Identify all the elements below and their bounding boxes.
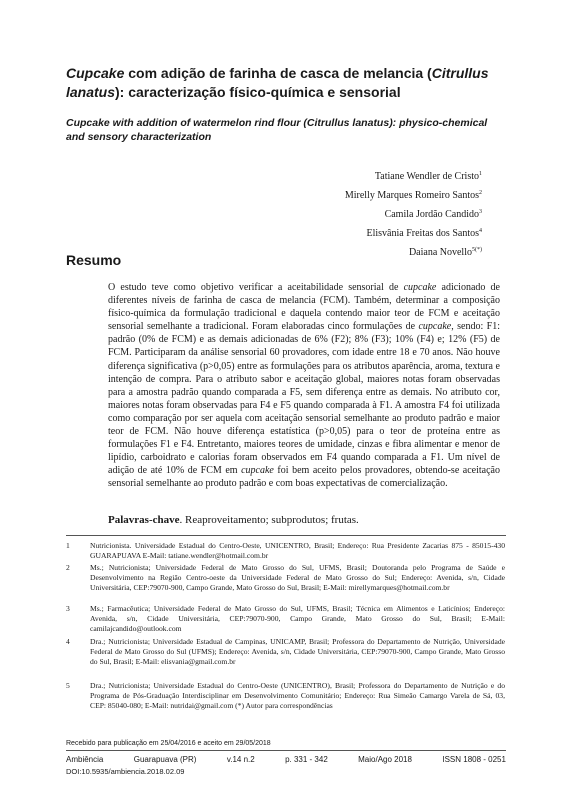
author: Mirelly Marques Romeiro Santos$^2$ xyxy=(344,190,482,201)
journal-name: Ambiência xyxy=(66,755,104,764)
received-date: Recebido para publicação em 25/04/2016 e aceito em 29/05/2018 xyxy=(66,740,271,747)
title-tail: ): caracterização físico-química e sensorial xyxy=(115,84,401,100)
doi: DOI:10.5935/ambiencia.2018.02.09 xyxy=(66,767,185,776)
journal-info xyxy=(66,755,506,764)
journal-volume: v.14 n.2 xyxy=(226,755,255,764)
article-title-pt xyxy=(66,64,506,102)
keywords-label: Palavras-chave xyxy=(108,514,180,526)
article-title-en: Cupcake with addition of watermelon rind flour (Citrullus lanatus): physico-chemical and sensory characterization xyxy=(66,117,488,143)
author: Elisvânia Freitas dos Santos$^4$ xyxy=(366,228,482,239)
author-list xyxy=(345,166,482,261)
journal-date: Maio/Ago 2018 xyxy=(358,755,412,764)
abstract-text: O estudo teve como objetivo verificar a aceitabilidade sensorial de cupcake adicionado de diferentes níveis de farinha de casca de melancia (FCM). Também, determinar a composição físico-química da formulação tradicional e daquela contendo maior teor de FCM e aceitação sensorial semelhante a tradicional. Foram elaboradas cinco formulações de cupcake, sendo: F1: padrão (0% de FCM) e as demais adicionadas de 6% (F2); 8% (F3); 10% (F4) e; 12% (F5) de FCM. Participaram da análise sensorial 60 provadores, com idade entre 18 e 70 anos. Não houve diferença significativa (p>0,05) entre as formulações para os atributos aparência, aroma, textura e intenção de compra. Para o atributo sabor e aceitação global, maiores notas foram observadas para a amostra padrão quando comparada a F5, sem diferença entre as demais. No atributo cor, maiores notas foram observadas para F4 e F5 quando comparada à F1. A amostra F4 foi utilizada como comparação por ser aquela com aceitação sensorial semelhante ao produto padrão e maior teor de FCM. Não houve diferença estatística (p>0,05) para o teor de proteína entre as formulações F1 e F4. Entretanto, maiores teores de umidade, cinzas e fibra alimentar e menor de lipídio, carboidrato e calorias foram observados em F4 quando comparada a F1. Um nível de adição de até 10% de FCM em cupcake foi bem aceito pelos provadores, obtendo-se aceitação sensorial semelhante ao produto padrão e com boas expectativas de comercialização. xyxy=(108,282,501,490)
author: Camila Jordão Candido$^3$ xyxy=(384,209,482,220)
footnote-divider xyxy=(66,535,506,536)
author: Tatiane Wendler de Cristo$^1$ xyxy=(374,171,482,182)
title-rest: com adição de farinha de casca de melancia ( xyxy=(124,65,432,81)
footer-divider xyxy=(66,750,506,751)
journal-city: Guarapuava (PR) xyxy=(133,755,197,764)
journal-pages: p. 331 - 342 xyxy=(285,755,328,764)
title-italic-part: Cupcake xyxy=(66,65,125,81)
author: Daiana Novello$^{5(*)}$ xyxy=(408,247,482,258)
keywords xyxy=(108,513,508,527)
journal-issn: ISSN 1808 - 0251 xyxy=(442,755,506,764)
keywords-text: . Reaproveitamento; subprodutos; frutas. xyxy=(179,514,359,526)
section-heading-resumo: Resumo xyxy=(66,252,122,268)
title-species: Citrullus lanatus xyxy=(66,65,489,100)
